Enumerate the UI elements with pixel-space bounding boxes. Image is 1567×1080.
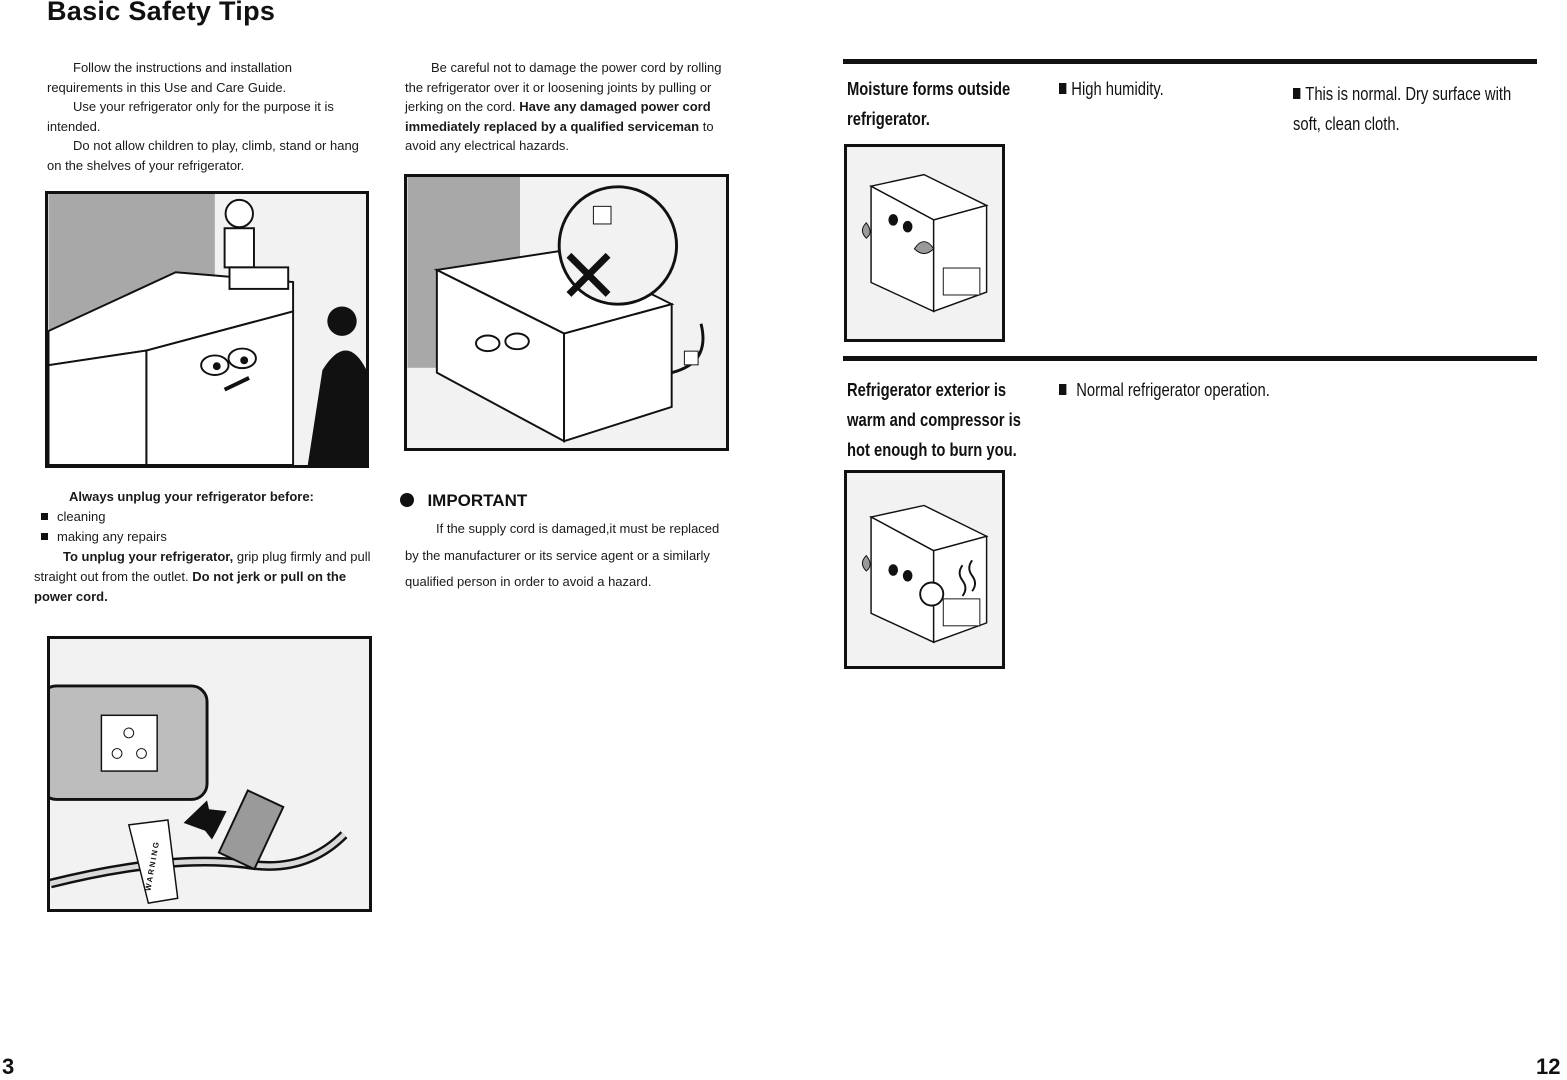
section-divider	[843, 59, 1537, 64]
important-text: If the supply cord is damaged,it must be replaced by the manufacturer or its service agent or a similarly qualified person in order to avoid a hazard.	[405, 521, 720, 589]
warm-exterior-illustration	[844, 470, 1005, 669]
unplug-list-item	[34, 527, 379, 547]
bullet-icon	[41, 533, 48, 540]
power-cord-illustration	[404, 174, 729, 451]
intro-paragraph: Use your refrigerator only for the purpose it is intended.	[47, 99, 334, 134]
unplug-drawing	[50, 639, 369, 909]
intro-text	[47, 58, 367, 175]
solution-label: This is normal. Dry surface with soft, clean cloth.	[1293, 84, 1512, 134]
child-climbing-illustration	[45, 191, 369, 468]
cause-label: High humidity.	[1071, 79, 1164, 99]
bullet-icon	[1293, 88, 1300, 99]
bullet-icon	[41, 513, 48, 520]
unplug-item-text: making any repairs	[57, 529, 167, 544]
cause-label: Normal refrigerator operation.	[1076, 380, 1270, 400]
bullet-dot-icon	[400, 493, 414, 507]
unplug-warning-text: Do not jerk or pull on the power cord.	[34, 569, 347, 604]
moisture-illustration	[844, 144, 1005, 342]
power-cord-tail: to avoid any electrical hazards.	[405, 118, 714, 153]
child-climbing-drawing	[48, 194, 366, 465]
unplug-how-bold: To unplug your refrigerator,	[63, 549, 234, 564]
unplug-illustration	[47, 636, 372, 912]
unplug-item-text: cleaning	[57, 509, 106, 524]
problem-text: Refrigerator exterior is warm and compressor is hot enough to burn you.	[847, 380, 1021, 460]
section-divider	[843, 356, 1537, 361]
power-cord-text	[405, 58, 730, 156]
cause-text	[1059, 380, 1270, 401]
solution-text	[1293, 79, 1531, 139]
unplug-list-item	[34, 507, 379, 527]
unplug-how-text: grip plug firmly and pull straight out from the outlet.	[34, 549, 371, 584]
unplug-section	[34, 487, 379, 607]
page-number-left: 3	[2, 1054, 15, 1079]
power-cord-bold: Have any damaged power cord immediately replaced by a qualified serviceman	[405, 99, 711, 134]
power-cord-drawing	[407, 177, 726, 448]
bullet-icon	[1059, 384, 1066, 395]
moisture-drawing	[847, 147, 1002, 339]
power-cord-normal: Be careful not to damage the power cord by rolling the refrigerator over it or loosening joints by pulling or jerking on the cord.	[405, 60, 722, 114]
cause-text	[1059, 79, 1164, 100]
unplug-instructions	[34, 547, 379, 607]
important-heading: IMPORTANT	[427, 491, 528, 510]
problem-text: Moisture forms outside refrigerator.	[847, 79, 1011, 129]
page-title: Basic Safety Tips	[47, 0, 276, 26]
intro-paragraph: Do not allow children to play, climb, stand or hang on the shelves of your refrigerator.	[47, 138, 359, 173]
warm-exterior-drawing	[847, 473, 1002, 666]
unplug-heading: Always unplug your refrigerator before:	[69, 489, 314, 504]
warning-label: WARNING	[143, 839, 162, 892]
important-heading-row	[400, 491, 527, 511]
bullet-icon	[1059, 83, 1066, 94]
intro-paragraph: Follow the instructions and installation requirements in this Use and Care Guide.	[47, 60, 292, 95]
page-number-right: 12	[1536, 1054, 1561, 1079]
